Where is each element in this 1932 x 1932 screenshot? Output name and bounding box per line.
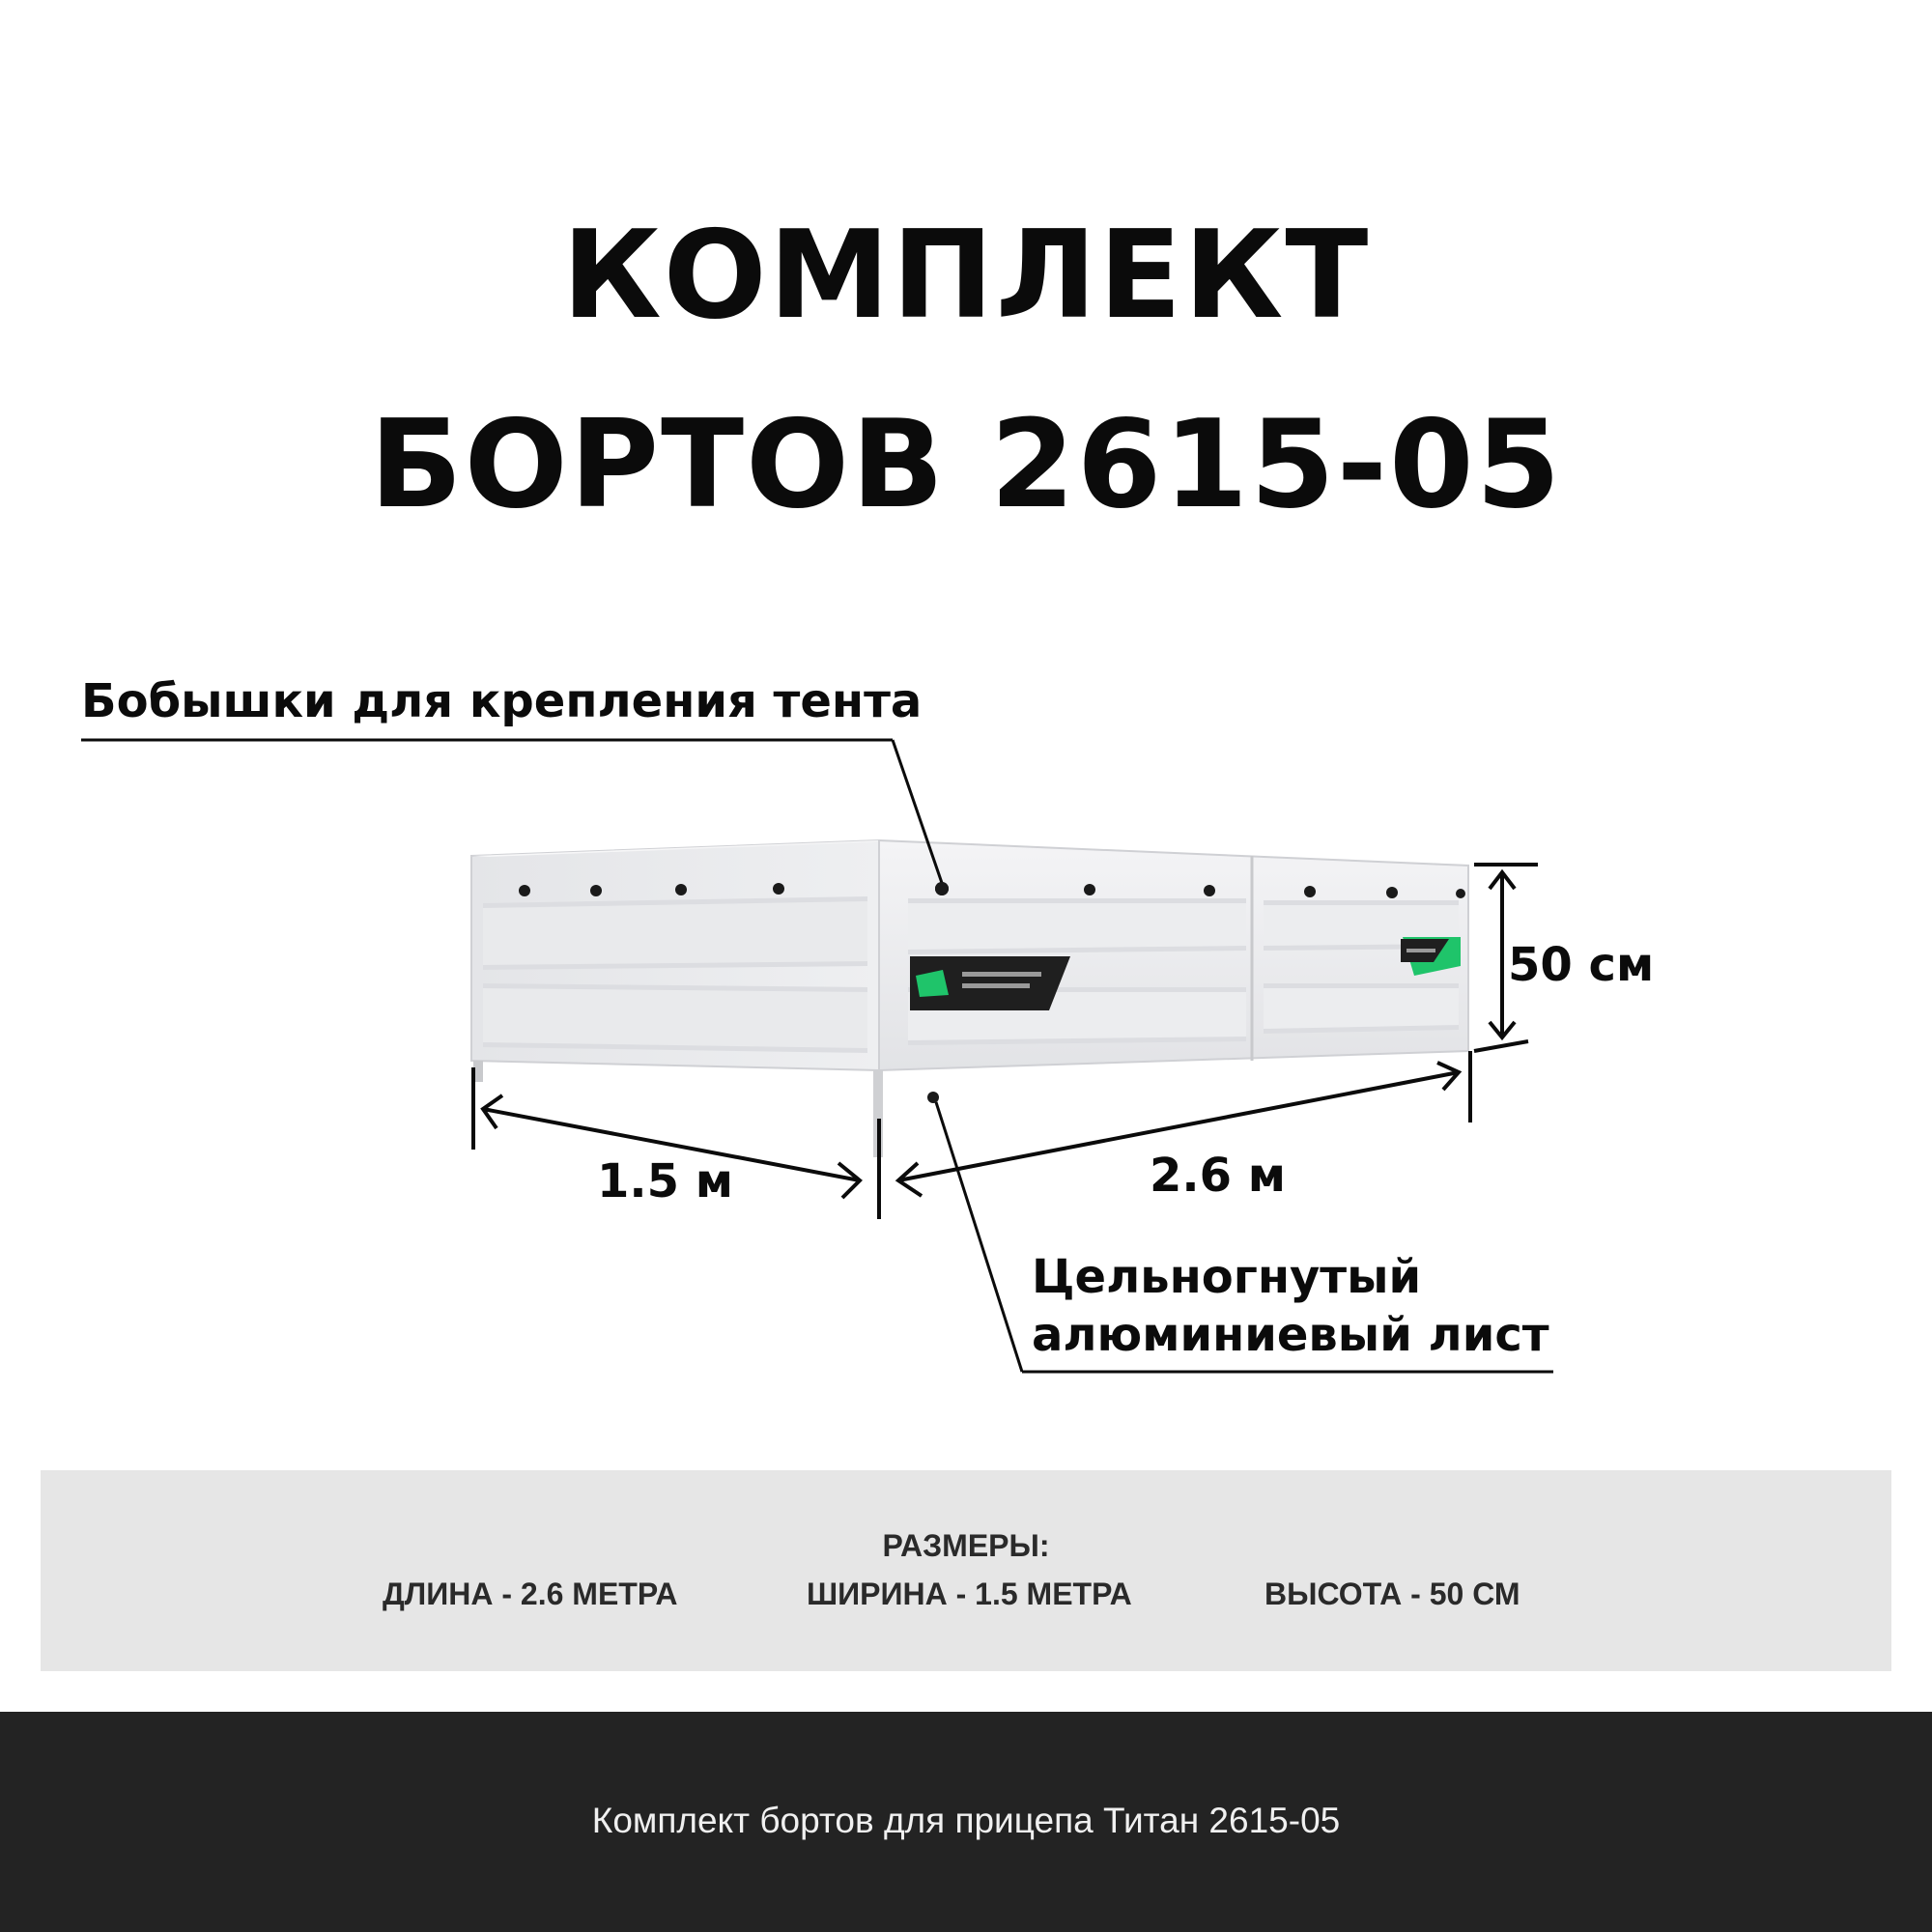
specs-heading: РАЗМЕРЫ: [882,1528,1050,1563]
dimension-width-label: 1.5 м [597,1154,733,1208]
footer-caption: Комплект бортов для прицепа Титан 2615-05 [591,1801,1341,1840]
spec-width: ШИРИНА - 1.5 МЕТРА [807,1577,1132,1611]
page-title-line-2: БОРТОВ 2615-05 [369,393,1563,535]
dimension-length-label: 2.6 м [1150,1149,1286,1203]
sheet-marker [927,1092,939,1103]
callout-sheet-line-2: алюминиевый лист [1032,1308,1549,1362]
callout-bosses: Бобышки для крепления тента [81,674,923,728]
spec-height: ВЫСОТА - 50 СМ [1264,1577,1520,1611]
page-title-line-1: КОМПЛЕКТ [561,204,1371,346]
spec-length: ДЛИНА - 2.6 МЕТРА [383,1577,678,1611]
boss-marker [935,882,949,895]
specs-panel [41,1470,1891,1671]
brand-sticker-left [910,956,1070,1010]
side-panel [471,840,908,1082]
dimension-height-label: 50 см [1508,938,1655,992]
callout-sheet-line-1: Цельногнутый [1032,1250,1422,1304]
callout-sheet [1032,1248,1549,1364]
footer [0,1712,1932,1932]
